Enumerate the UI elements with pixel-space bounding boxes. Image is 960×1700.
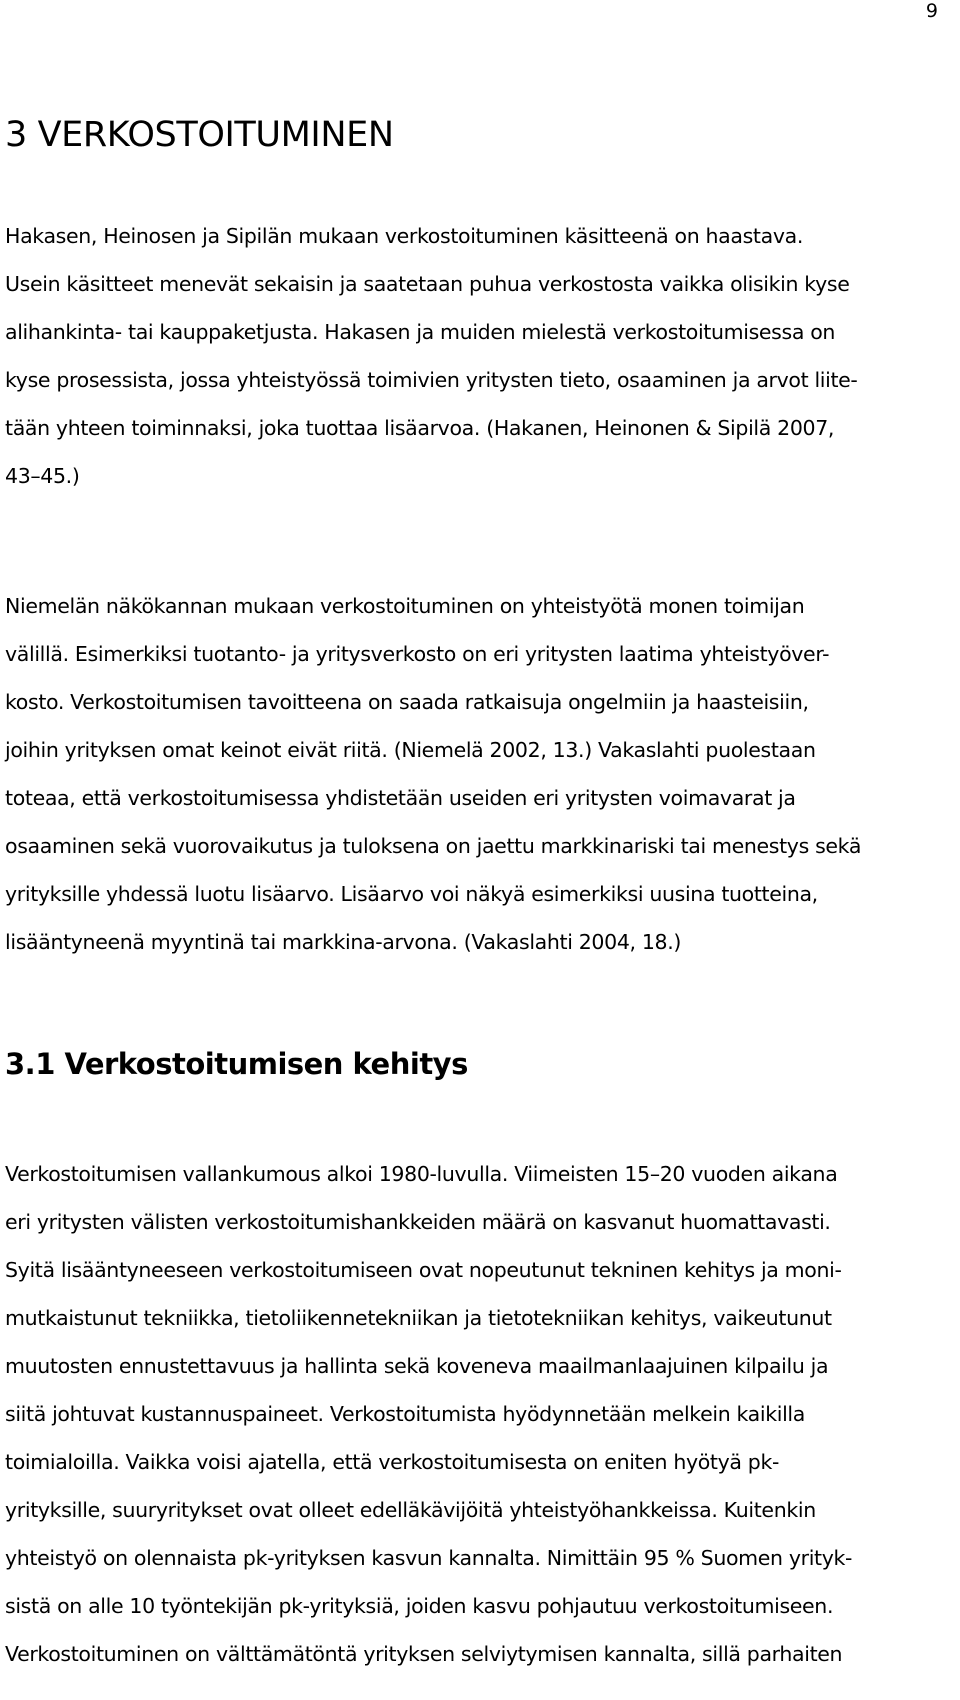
- paragraph-development: [5, 1150, 955, 1678]
- section-heading: 3.1 Verkostoitumisen kehitys: [5, 1047, 468, 1081]
- paragraph-line: välillä. Esimerkiksi tuotanto- ja yritysverkosto on eri yritysten laatima yhteistyöver-: [5, 642, 830, 666]
- paragraph-line: osaaminen sekä vuorovaikutus ja tuloksena on jaettu markkinariski tai menestys sekä: [5, 834, 862, 858]
- paragraph-line: Usein käsitteet menevät sekaisin ja saatetaan puhua verkostosta vaikka olisikin kyse: [5, 272, 850, 296]
- paragraph-line: siitä johtuvat kustannuspaineet. Verkostoitumista hyödynnetään melkein kaikilla: [5, 1402, 805, 1426]
- paragraph-line: 43–45.): [5, 464, 80, 488]
- paragraph-line: Hakasen, Heinosen ja Sipilän mukaan verkostoituminen käsitteenä on haastava.: [5, 224, 803, 248]
- paragraph-niemela: [5, 582, 955, 966]
- paragraph-line: muutosten ennustettavuus ja hallinta sekä koveneva maailmanlaajuinen kilpailu ja: [5, 1354, 829, 1378]
- paragraph-line: eri yritysten välisten verkostoitumishankkeiden määrä on kasvanut huomattavasti.: [5, 1210, 831, 1234]
- paragraph-line: Verkostoituminen on välttämätöntä yrityksen selviytymisen kannalta, sillä parhaiten: [5, 1642, 843, 1666]
- paragraph-line: yrityksille, suuryritykset ovat olleet edelläkävijöitä yhteistyöhankkeissa. Kuitenkin: [5, 1498, 816, 1522]
- paragraph-line: alihankinta- tai kauppaketjusta. Hakasen ja muiden mielestä verkostoitumisessa on: [5, 320, 836, 344]
- paragraph-line: tään yhteen toiminnaksi, joka tuottaa lisäarvoa. (Hakanen, Heinonen & Sipilä 2007,: [5, 416, 835, 440]
- chapter-heading: 3 VERKOSTOITUMINEN: [5, 115, 394, 155]
- paragraph-line: yhteistyö on olennaista pk-yrityksen kasvun kannalta. Nimittäin 95 % Suomen yrityk-: [5, 1546, 853, 1570]
- paragraph-line: Verkostoitumisen vallankumous alkoi 1980-luvulla. Viimeisten 15–20 vuoden aikana: [5, 1162, 838, 1186]
- paragraph-line: toteaa, että verkostoitumisessa yhdistetään useiden eri yritysten voimavarat ja: [5, 786, 796, 810]
- paragraph-line: lisääntyneenä myyntinä tai markkina-arvona. (Vakaslahti 2004, 18.): [5, 930, 682, 954]
- paragraph-line: toimialoilla. Vaikka voisi ajatella, että verkostoitumisesta on eniten hyötyä pk-: [5, 1450, 780, 1474]
- paragraph-line: sistä on alle 10 työntekijän pk-yrityksiä, joiden kasvu pohjautuu verkostoitumiseen.: [5, 1594, 834, 1618]
- paragraph-line: kyse prosessista, jossa yhteistyössä toimivien yritysten tieto, osaaminen ja arvot liite-: [5, 368, 858, 392]
- paragraph-line: Syitä lisääntyneeseen verkostoitumiseen ovat nopeutunut tekninen kehitys ja moni-: [5, 1258, 842, 1282]
- paragraph-line: yrityksille yhdessä luotu lisäarvo. Lisäarvo voi näkyä esimerkiksi uusina tuotteina,: [5, 882, 818, 906]
- page-number: 9: [925, 0, 938, 22]
- paragraph-line: kosto. Verkostoitumisen tavoitteena on saada ratkaisuja ongelmiin ja haasteisiin,: [5, 690, 809, 714]
- paragraph-line: Niemelän näkökannan mukaan verkostoituminen on yhteistyötä monen toimijan: [5, 594, 805, 618]
- paragraph-line: joihin yrityksen omat keinot eivät riitä. (Niemelä 2002, 13.) Vakaslahti puolestaan: [5, 738, 816, 762]
- paragraph-line: mutkaistunut tekniikka, tietoliikennetekniikan ja tietotekniikan kehitys, vaikeutunut: [5, 1306, 832, 1330]
- paragraph-intro: [5, 212, 955, 500]
